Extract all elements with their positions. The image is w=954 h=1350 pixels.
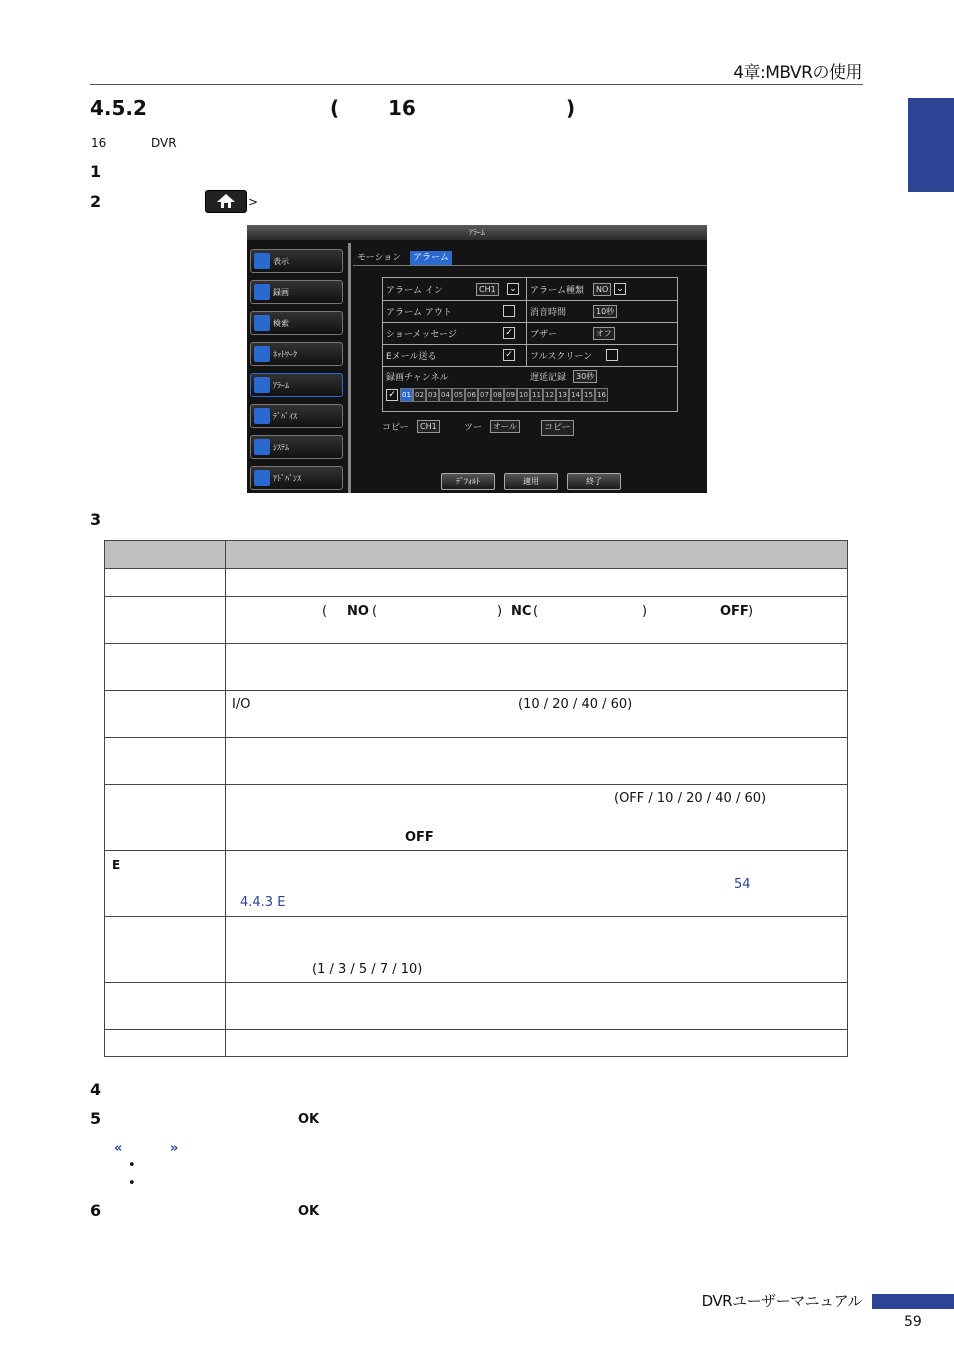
dvr-menu-advanced[interactable]: ｱﾄﾞﾊﾞﾝｽ bbox=[250, 466, 343, 490]
latch-time-label: 消音時間 bbox=[530, 308, 567, 318]
alarm-icon bbox=[254, 377, 270, 393]
alarm-in-label: アラーム イン bbox=[386, 286, 443, 296]
channel-04-toggle[interactable]: 04 bbox=[439, 388, 452, 402]
channel-07-toggle[interactable]: 07 bbox=[478, 388, 491, 402]
step-4: 4 bbox=[90, 1080, 102, 1099]
page-number: 59 bbox=[904, 1314, 922, 1330]
chevron-down-icon[interactable]: ⌄ bbox=[614, 283, 626, 295]
chapter-header: 4章:MBVRの使用 bbox=[733, 63, 862, 83]
table-row bbox=[105, 569, 848, 597]
r2-no: NO bbox=[347, 604, 369, 619]
dvr-menu-search[interactable]: 検索 bbox=[250, 311, 343, 335]
r2-paren2: ( bbox=[372, 604, 378, 619]
magnifier-icon bbox=[254, 315, 270, 331]
channel-01-toggle[interactable]: 01 bbox=[400, 388, 413, 402]
default-button[interactable]: ﾃﾞﾌｫﾙﾄ bbox=[441, 473, 495, 490]
monitor-icon bbox=[254, 253, 270, 269]
dvr-sidebar-divider bbox=[348, 243, 351, 493]
table-row bbox=[105, 983, 848, 1030]
post-record-select[interactable]: 30秒 bbox=[573, 370, 597, 383]
step-5-ok: OK bbox=[298, 1112, 320, 1127]
alarm-type-select[interactable]: NO bbox=[593, 283, 611, 296]
dvr-menu-network[interactable]: ﾈｯﾄﾜｰｸ bbox=[250, 342, 343, 366]
channel-14-toggle[interactable]: 14 bbox=[569, 388, 582, 402]
gear-icon bbox=[254, 439, 270, 455]
dvr-tab-motion[interactable]: モーション bbox=[357, 253, 402, 263]
section-paren-close: ) bbox=[566, 96, 576, 120]
chevron-down-icon[interactable]: ⌄ bbox=[507, 283, 519, 295]
channel-16-toggle[interactable]: 16 bbox=[595, 388, 608, 402]
show-message-label: ショーメッセージ bbox=[386, 330, 457, 340]
alarm-out-label: アラーム アウト bbox=[386, 308, 452, 318]
step-2: 2 bbox=[90, 192, 102, 211]
channel-11-toggle[interactable]: 11 bbox=[530, 388, 543, 402]
r2-paren5: ) bbox=[642, 604, 648, 619]
show-message-checkbox[interactable]: ✓ bbox=[503, 327, 515, 339]
device-icon bbox=[254, 408, 270, 424]
note-bullet-1: • bbox=[128, 1158, 136, 1173]
channel-10-toggle[interactable]: 10 bbox=[517, 388, 530, 402]
table-header-row bbox=[105, 541, 848, 569]
apply-button[interactable]: 適用 bbox=[504, 473, 558, 490]
wrench-icon bbox=[254, 470, 270, 486]
step-1: 1 bbox=[90, 162, 102, 181]
step-6-ok: OK bbox=[298, 1204, 320, 1219]
dvr-tabs-underline bbox=[353, 265, 707, 266]
dvr-menu-alarm[interactable]: ｱﾗｰﾑ bbox=[250, 373, 343, 397]
r8-values: (1 / 3 / 5 / 7 / 10) bbox=[312, 962, 423, 977]
step-2-arrow: > bbox=[248, 195, 259, 209]
home-button[interactable] bbox=[205, 190, 247, 213]
table-row bbox=[105, 644, 848, 691]
note-open: « bbox=[114, 1141, 123, 1156]
r2-paren3: ) bbox=[497, 604, 503, 619]
copy-label: コピー bbox=[382, 423, 409, 433]
channel-selector bbox=[400, 388, 608, 402]
channel-03-toggle[interactable]: 03 bbox=[426, 388, 439, 402]
copy-to-label: ツー bbox=[464, 423, 483, 433]
alarm-settings-table bbox=[104, 540, 848, 1057]
dvr-menu-record[interactable]: 録画 bbox=[250, 280, 343, 304]
channel-13-toggle[interactable]: 13 bbox=[556, 388, 569, 402]
r7-page-link[interactable]: 54 bbox=[734, 877, 751, 892]
chapter-side-tab bbox=[908, 98, 954, 192]
email-checkbox[interactable]: ✓ bbox=[503, 349, 515, 361]
dvr-window-title: ｱﾗｰﾑ bbox=[247, 225, 707, 240]
channel-12-toggle[interactable]: 12 bbox=[543, 388, 556, 402]
table-row bbox=[105, 738, 848, 785]
dvr-menu-display[interactable]: 表示 bbox=[250, 249, 343, 273]
copy-from-select[interactable]: CH1 bbox=[417, 420, 440, 433]
channel-06-toggle[interactable]: 06 bbox=[465, 388, 478, 402]
table-row bbox=[105, 597, 848, 644]
alarm-type-label: アラーム種類 bbox=[530, 286, 585, 296]
alarm-in-select[interactable]: CH1 bbox=[476, 283, 499, 296]
section-paren-open: ( bbox=[330, 96, 340, 120]
home-icon bbox=[216, 193, 236, 209]
channel-09-toggle[interactable]: 09 bbox=[504, 388, 517, 402]
latch-time-select[interactable]: 10秒 bbox=[593, 305, 617, 318]
buzzer-label: ブザー bbox=[530, 330, 558, 340]
r2-nc: NC bbox=[511, 604, 532, 619]
r7-label: E bbox=[112, 858, 121, 872]
dvr-tab-alarm[interactable]: アラーム bbox=[410, 251, 452, 265]
section-count: 16 bbox=[388, 96, 416, 120]
fullscreen-checkbox[interactable] bbox=[606, 349, 618, 361]
r6-off: OFF bbox=[405, 830, 434, 845]
r4-io: I/O bbox=[232, 697, 251, 712]
table-row bbox=[105, 785, 848, 851]
post-record-label: 遅延記録 bbox=[530, 373, 567, 383]
r2-off: OFF bbox=[720, 604, 749, 619]
r2-paren6: ) bbox=[748, 604, 754, 619]
table-row bbox=[105, 851, 848, 917]
exit-button[interactable]: 終了 bbox=[567, 473, 621, 490]
channel-05-toggle[interactable]: 05 bbox=[452, 388, 465, 402]
email-label: Eメール送る bbox=[386, 352, 437, 362]
footer-accent-bar bbox=[872, 1294, 954, 1309]
dvr-menu-system[interactable]: ｼｽﾃﾑ bbox=[250, 435, 343, 459]
alarm-out-checkbox[interactable] bbox=[503, 305, 515, 317]
step-3: 3 bbox=[90, 510, 102, 529]
r6-values: (OFF / 10 / 20 / 40 / 60) bbox=[614, 791, 767, 806]
dvr-alarm-screen bbox=[247, 225, 707, 493]
channel-08-toggle[interactable]: 08 bbox=[491, 388, 504, 402]
intro-number: 16 bbox=[91, 136, 107, 150]
note-close: » bbox=[170, 1141, 179, 1156]
r7-section-link[interactable]: 4.4.3 E bbox=[240, 895, 286, 910]
buzzer-select[interactable]: オフ bbox=[593, 327, 615, 340]
dvr-menu-device[interactable]: ﾃﾞﾊﾞｲｽ bbox=[250, 404, 343, 428]
channel-15-toggle[interactable]: 15 bbox=[582, 388, 595, 402]
r4-values: (10 / 20 / 40 / 60) bbox=[518, 697, 633, 712]
record-all-checkbox[interactable]: ✓ bbox=[386, 389, 398, 401]
intro-dvr: DVR bbox=[151, 136, 177, 150]
note-bullet-2: • bbox=[128, 1176, 136, 1191]
copy-to-select[interactable]: オール bbox=[490, 420, 520, 433]
r2-paren1: ( bbox=[322, 604, 328, 619]
record-channel-label: 録画チャンネル bbox=[386, 373, 449, 383]
dvr-alarm-form bbox=[382, 277, 678, 412]
step-6: 6 bbox=[90, 1201, 102, 1220]
channel-02-toggle[interactable]: 02 bbox=[413, 388, 426, 402]
fullscreen-label: フルスクリーン bbox=[530, 352, 593, 362]
globe-icon bbox=[254, 346, 270, 362]
r2-paren4: ( bbox=[533, 604, 539, 619]
header-rule bbox=[90, 84, 863, 85]
copy-button[interactable]: コピー bbox=[541, 420, 574, 436]
table-row bbox=[105, 917, 848, 983]
section-number: 4.5.2 bbox=[90, 96, 147, 120]
table-row bbox=[105, 1030, 848, 1057]
step-5: 5 bbox=[90, 1109, 102, 1128]
footer-title: DVRユーザーマニュアル bbox=[701, 1292, 862, 1310]
film-icon bbox=[254, 284, 270, 300]
table-row bbox=[105, 691, 848, 738]
